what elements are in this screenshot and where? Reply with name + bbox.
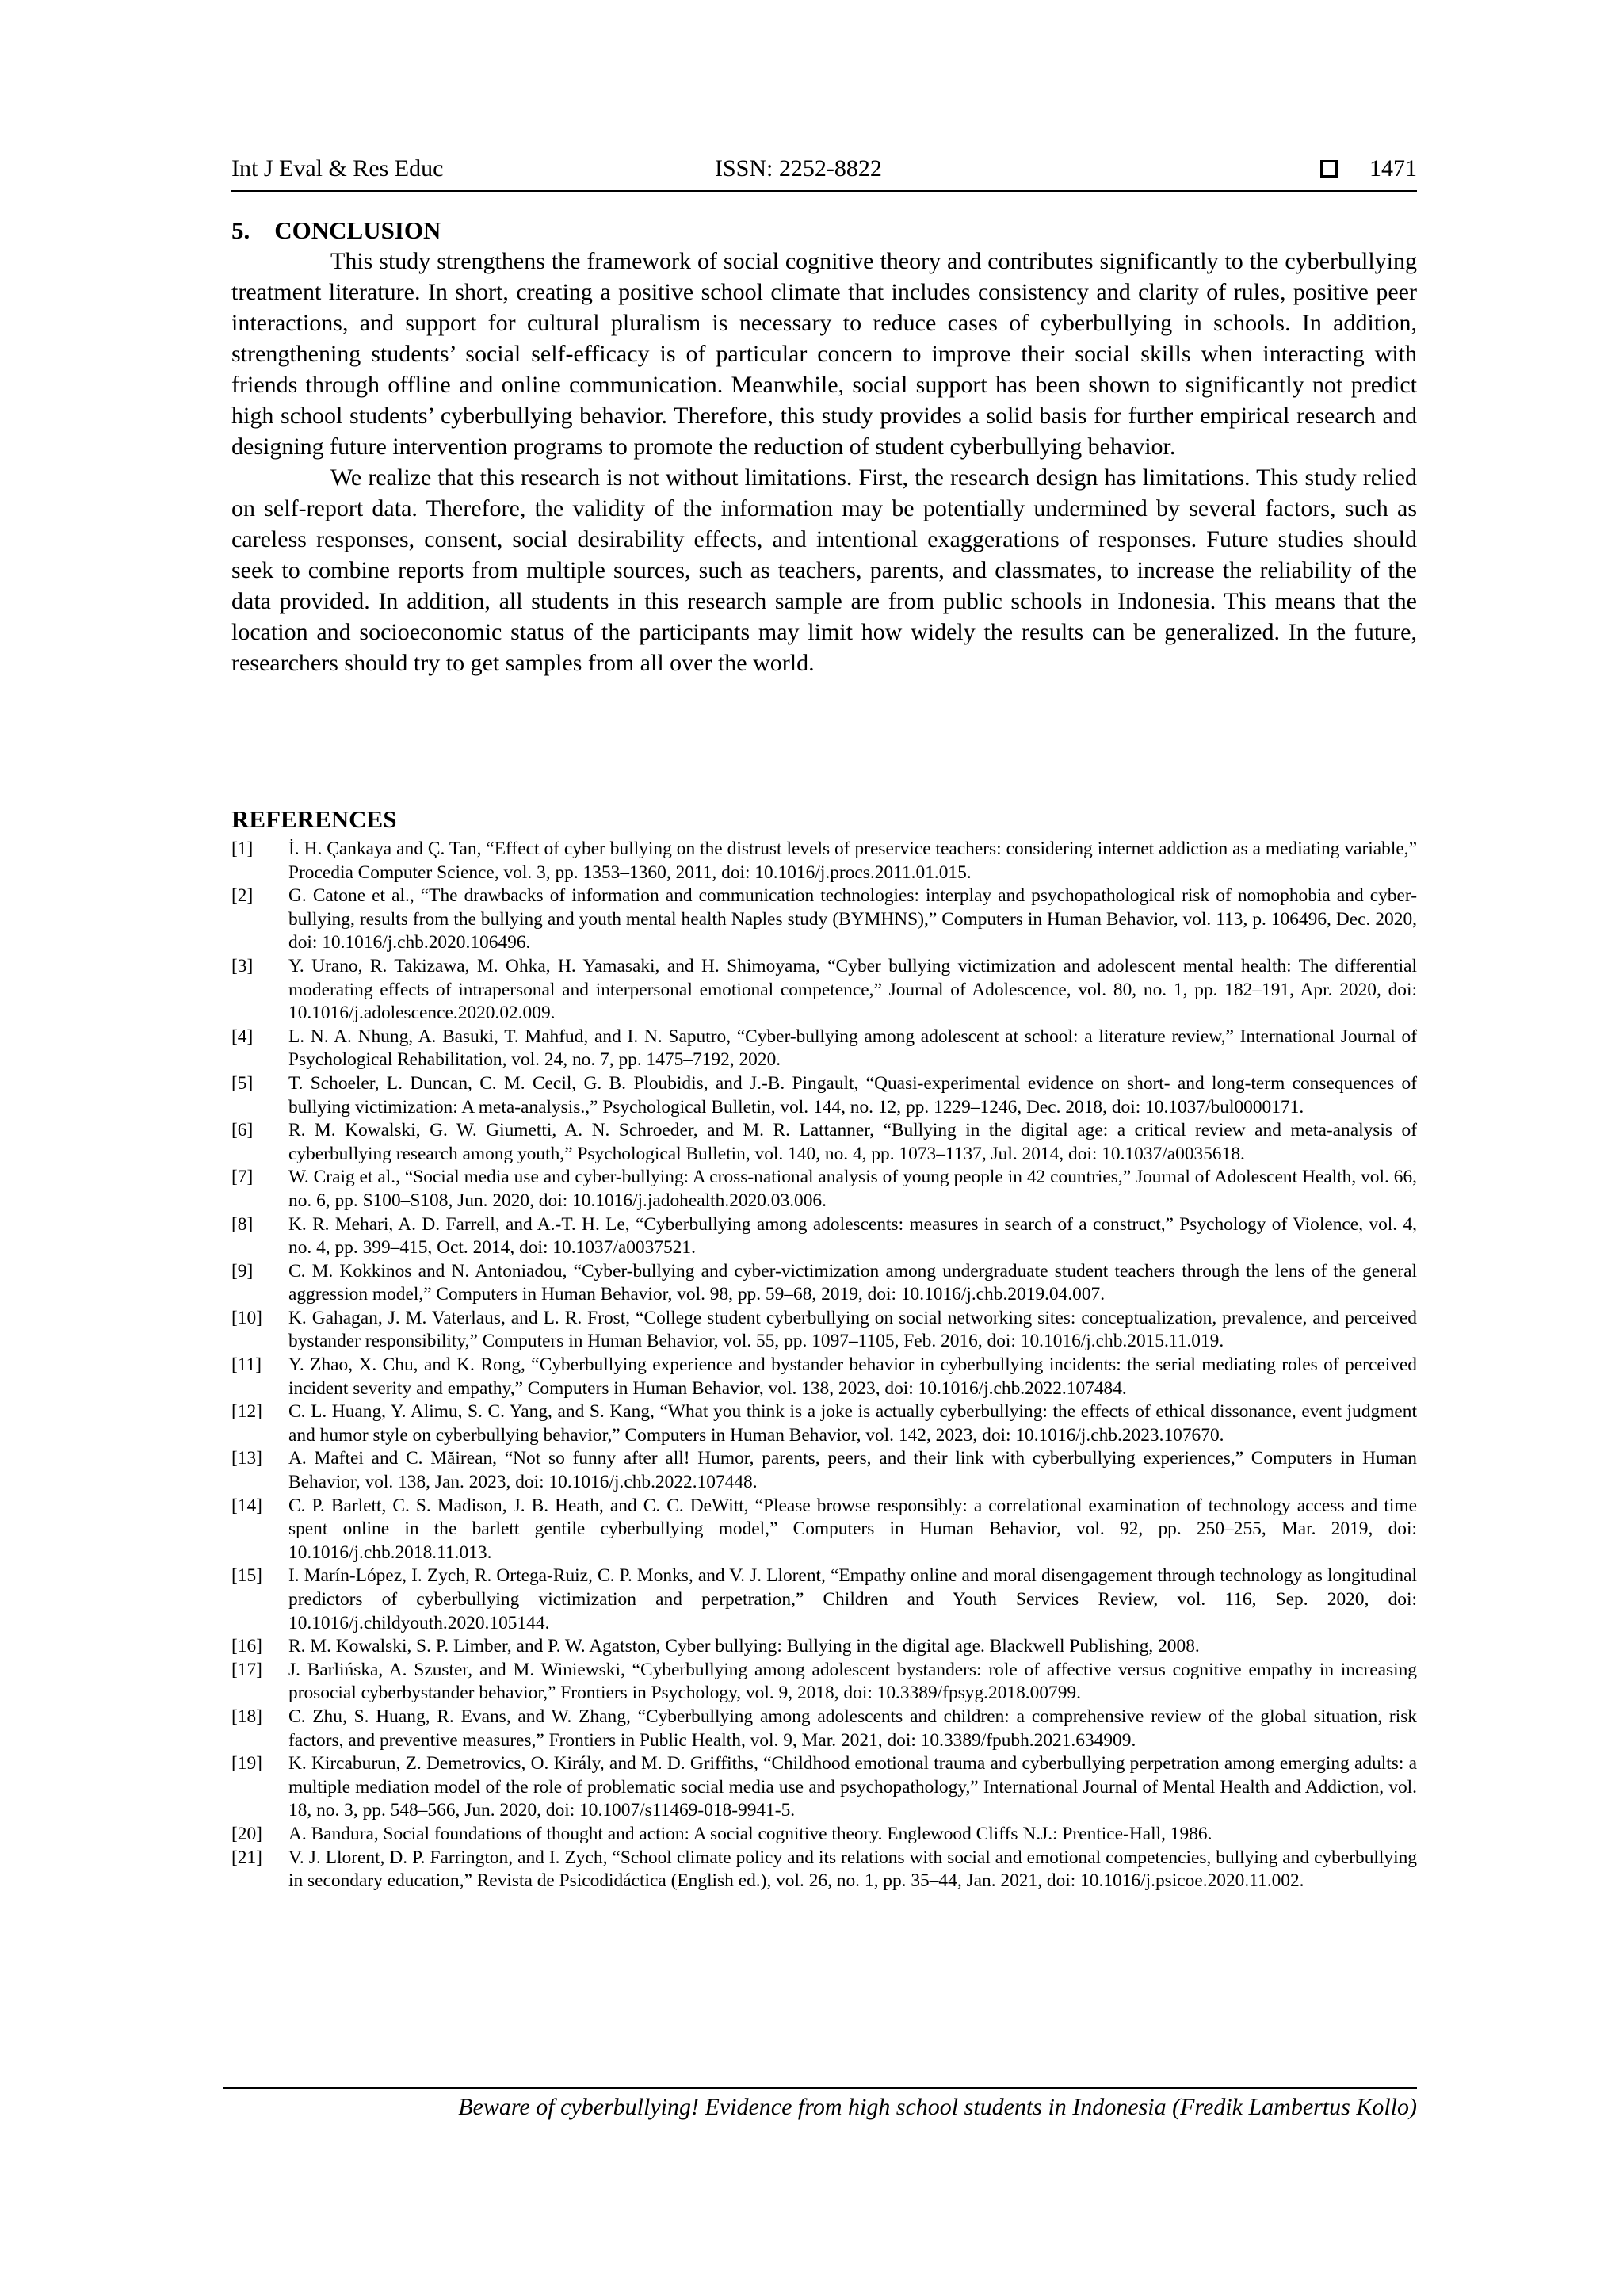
reference-number: [18]	[231, 1706, 262, 1727]
reference-item	[231, 838, 1417, 884]
reference-item	[231, 1026, 1417, 1072]
reference-text: V. J. Llorent, D. P. Farrington, and I. Zych, “School climate policy and its relations with social and emotional competencies, bullying and cyberbullying in secondary education,” Revista de Psicodidáctica (English ed.), vol. 26, no. 1, pp. 35–44, Jan. 2021, doi: 10.1016/j.psicoe.2020.11.002.	[288, 1847, 1417, 1892]
reference-number: [3]	[231, 955, 254, 976]
reference-item	[231, 1166, 1417, 1213]
reference-list	[231, 838, 1417, 1893]
reference-number: [9]	[231, 1260, 254, 1282]
reference-number: [8]	[231, 1213, 254, 1235]
reference-number: [12]	[231, 1401, 262, 1423]
references-title: REFERENCES	[231, 805, 397, 833]
reference-number: [6]	[231, 1120, 254, 1141]
square-icon	[1320, 160, 1338, 178]
reference-number: [15]	[231, 1565, 262, 1587]
reference-number: [2]	[231, 885, 254, 907]
reference-number: [10]	[231, 1307, 262, 1328]
reference-item	[231, 1495, 1417, 1565]
reference-text: Y. Urano, R. Takizawa, M. Ohka, H. Yamasaki, and H. Shimoyama, “Cyber bullying victimization and adolescent mental health: The differential moderating effects of intrapersonal and interpersonal emotional competence,” Journal of Adolescence, vol. 80, no. 1, pp. 182–191, Apr. 2020, doi: 10.1016/j.adolescence.2020.02.009.	[288, 955, 1417, 1024]
references-section	[231, 804, 1417, 1893]
reference-item	[231, 1447, 1417, 1494]
reference-text: R. M. Kowalski, S. P. Limber, and P. W. Agatston, Cyber bullying: Bullying in the digital age. Blackwell Publishing, 2008.	[288, 1636, 1200, 1657]
issn: ISSN: 2252-8822	[715, 155, 882, 181]
reference-item	[231, 1635, 1417, 1659]
reference-number: [14]	[231, 1495, 262, 1516]
reference-text: C. P. Barlett, C. S. Madison, J. B. Heath, and C. C. DeWitt, “Please browse responsibly: a correlational examination of technology access and time spent online in the barlett gentile cyberbullying model,” Computers in Human Behavior, vol. 92, pp. 250–255, Mar. 2019, doi: 10.1016/j.chb.2018.11.013.	[288, 1495, 1417, 1563]
reference-number: [11]	[231, 1354, 262, 1376]
reference-item	[231, 1659, 1417, 1706]
reference-number: [7]	[231, 1167, 254, 1188]
section-title: 5. CONCLUSION	[231, 216, 441, 244]
reference-item	[231, 884, 1417, 955]
reference-text: G. Catone et al., “The drawbacks of information and communication technologies: interplay and psychopathological risk of nomophobia and cyber-bullying, results from the bullying and youth mental health Naples study (BYMHNS),” Computers in Human Behavior, vol. 113, p. 106496, Dec. 2020, doi: 10.1016/j.chb.2020.106496.	[288, 885, 1417, 953]
reference-item	[231, 1847, 1417, 1893]
reference-text: İ. H. Çankaya and Ç. Tan, “Effect of cyber bullying on the distrust levels of preservice teachers: considering internet addiction as a mediating variable,” Procedia Computer Science, vol. 3, pp. 1353–1360, 2011, doi: 10.1016/j.procs.2011.01.015.	[288, 839, 1417, 883]
page-header	[231, 155, 1417, 192]
reference-text: A. Bandura, Social foundations of thought and action: A social cognitive theory. Englewood Cliffs N.J.: Prentice-Hall, 1986.	[288, 1823, 1212, 1844]
footer-rule	[223, 2087, 1417, 2089]
reference-item	[231, 1400, 1417, 1447]
reference-text: J. Barlińska, A. Szuster, and M. Winiewski, “Cyberbullying among adolescent bystanders: role of affective versus cognitive empathy in increasing prosocial cyberbystander behavior,” Frontiers in Psychology, vol. 9, 2018, doi: 10.3389/fpsyg.2018.00799.	[288, 1659, 1417, 1704]
paragraph: We realize that this research is not without limitations. First, the research design has limitations. This study relied on self-report data. Therefore, the validity of the information may be potentially undermined by several factors, such as careless responses, consent, social desirability effects, and intentional exaggerations of responses. Future studies should seek to combine reports from multiple sources, such as teachers, parents, and classmates, to increase the reliability of the data provided. In addition, all students in this research sample are from public schools in Indonesia. This means that the location and socioeconomic status of the participants may limit how widely the results can be generalized. In the future, researchers should try to get samples from all over the world.	[231, 464, 1417, 676]
reference-item	[231, 1564, 1417, 1635]
reference-item	[231, 1072, 1417, 1119]
reference-item	[231, 1354, 1417, 1400]
reference-text: Y. Zhao, X. Chu, and K. Rong, “Cyberbullying experience and bystander behavior in cyberbullying incidents: the serial mediating roles of perceived incident severity and empathy,” Computers in Human Behavior, vol. 138, 2023, doi: 10.1016/j.chb.2022.107484.	[288, 1354, 1417, 1399]
running-footer: Beware of cyberbullying! Evidence from high school students in Indonesia (Fredik Lambertus Kollo)	[458, 2094, 1417, 2120]
reference-text: A. Maftei and C. Măirean, “Not so funny after all! Humor, parents, peers, and their link with cyberbullying experiences,” Computers in Human Behavior, vol. 138, Jan. 2023, doi: 10.1016/j.chb.2022.107448.	[288, 1448, 1417, 1493]
reference-item	[231, 1823, 1417, 1847]
reference-text: C. M. Kokkinos and N. Antoniadou, “Cyber-bullying and cyber-victimization among undergraduate student teachers through the lens of the general aggression model,” Computers in Human Behavior, vol. 98, pp. 59–68, 2019, doi: 10.1016/j.chb.2019.04.007.	[288, 1260, 1417, 1305]
reference-item	[231, 1213, 1417, 1260]
reference-text: K. R. Mehari, A. D. Farrell, and A.-T. H. Le, “Cyberbullying among adolescents: measures in search of a construct,” Psychology of Violence, vol. 4, no. 4, pp. 399–415, Oct. 2014, doi: 10.1037/a0037521.	[288, 1213, 1417, 1259]
reference-item	[231, 1752, 1417, 1823]
reference-text: C. L. Huang, Y. Alimu, S. C. Yang, and S. Kang, “What you think is a joke is actually cyberbullying: the effects of ethical dissonance, event judgment and humor style on cyberbullying behavior,” Computers in Human Behavior, vol. 142, 2023, doi: 10.1016/j.chb.2023.107670.	[288, 1401, 1417, 1446]
journal-name: Int J Eval & Res Educ	[231, 155, 444, 181]
reference-text: L. N. A. Nhung, A. Basuki, T. Mahfud, and I. N. Saputro, “Cyber-bullying among adolescent at school: a literature review,” International Journal of Psychological Rehabilitation, vol. 24, no. 7, pp. 1475–7192, 2020.	[288, 1026, 1417, 1071]
reference-number: [20]	[231, 1823, 262, 1844]
reference-text: T. Schoeler, L. Duncan, C. M. Cecil, G. B. Ploubidis, and J.-B. Pingault, “Quasi-experimental evidence on short- and long-term consequences of bullying victimization: A meta-analysis.,” Psychological Bulletin, vol. 144, no. 12, pp. 1229–1246, Dec. 2018, doi: 10.1037/bul0000171.	[288, 1072, 1417, 1117]
reference-text: I. Marín-López, I. Zych, R. Ortega-Ruiz, C. P. Monks, and V. J. Llorent, “Empathy online and moral disengagement through technology as longitudinal predictors of cyberbullying victimization and perpetration,” Children and Youth Services Review, vol. 116, Sep. 2020, doi: 10.1016/j.childyouth.2020.105144.	[288, 1565, 1417, 1633]
reference-number: [16]	[231, 1636, 262, 1657]
reference-number: [21]	[231, 1847, 262, 1868]
page-number: 1471	[1369, 155, 1417, 181]
reference-text: R. M. Kowalski, G. W. Giumetti, A. N. Schroeder, and M. R. Lattanner, “Bullying in the digital age: a critical review and meta-analysis of cyberbullying research among youth,” Psychological Bulletin, vol. 140, no. 4, pp. 1073–1137, Jul. 2014, doi: 10.1037/a0035618.	[288, 1120, 1417, 1164]
reference-number: [4]	[231, 1026, 254, 1047]
paragraph: This study strengthens the framework of social cognitive theory and contributes significantly to the cyberbullying treatment literature. In short, creating a positive school climate that includes consistency and clarity of rules, positive peer interactions, and support for cultural pluralism is necessary to reduce cases of cyberbullying in schools. In addition, strengthening students’ social self-efficacy is of particular concern to improve their social skills when interacting with friends through offline and online communication. Meanwhile, social support has been shown to significantly not predict high school students’ cyberbullying behavior. Therefore, this study provides a solid basis for further empirical research and designing future intervention programs to promote the reduction of student cyberbullying behavior.	[231, 248, 1417, 460]
reference-number: [1]	[231, 839, 254, 859]
reference-number: [19]	[231, 1753, 262, 1775]
reference-text: K. Gahagan, J. M. Vaterlaus, and L. R. Frost, “College student cyberbullying on social networking sites: conceptualization, prevalence, and perceived bystander responsibility,” Computers in Human Behavior, vol. 55, pp. 1097–1105, Feb. 2016, doi: 10.1016/j.chb.2015.11.019.	[288, 1307, 1417, 1352]
conclusion-section	[231, 216, 1417, 678]
page-number-group	[1320, 155, 1417, 182]
reference-text: W. Craig et al., “Social media use and cyber-bullying: A cross-national analysis of young people in 42 countries,” Journal of Adolescent Health, vol. 66, no. 6, pp. S100–S108, Jun. 2020, doi: 10.1016/j.jadohealth.2020.03.006.	[288, 1167, 1417, 1211]
reference-number: [13]	[231, 1448, 262, 1469]
reference-item	[231, 1119, 1417, 1166]
reference-item	[231, 1307, 1417, 1354]
reference-item	[231, 1260, 1417, 1307]
reference-text: K. Kircaburun, Z. Demetrovics, O. Király, and M. D. Griffiths, “Childhood emotional trauma and cyberbullying perpetration among emerging adults: a multiple mediation model of the role of problematic social media use and psychopathology,” International Journal of Mental Health and Addiction, vol. 18, no. 3, pp. 548–566, Jun. 2020, doi: 10.1007/s11469-018-9941-5.	[288, 1753, 1417, 1821]
reference-item	[231, 1706, 1417, 1752]
reference-number: [17]	[231, 1659, 262, 1680]
reference-text: C. Zhu, S. Huang, R. Evans, and W. Zhang, “Cyberbullying among adolescents and children: a comprehensive review of the global situation, risk factors, and preventive measures,” Frontiers in Public Health, vol. 9, Mar. 2021, doi: 10.3389/fpubh.2021.634909.	[288, 1706, 1417, 1751]
reference-number: [5]	[231, 1072, 254, 1094]
reference-item	[231, 955, 1417, 1026]
